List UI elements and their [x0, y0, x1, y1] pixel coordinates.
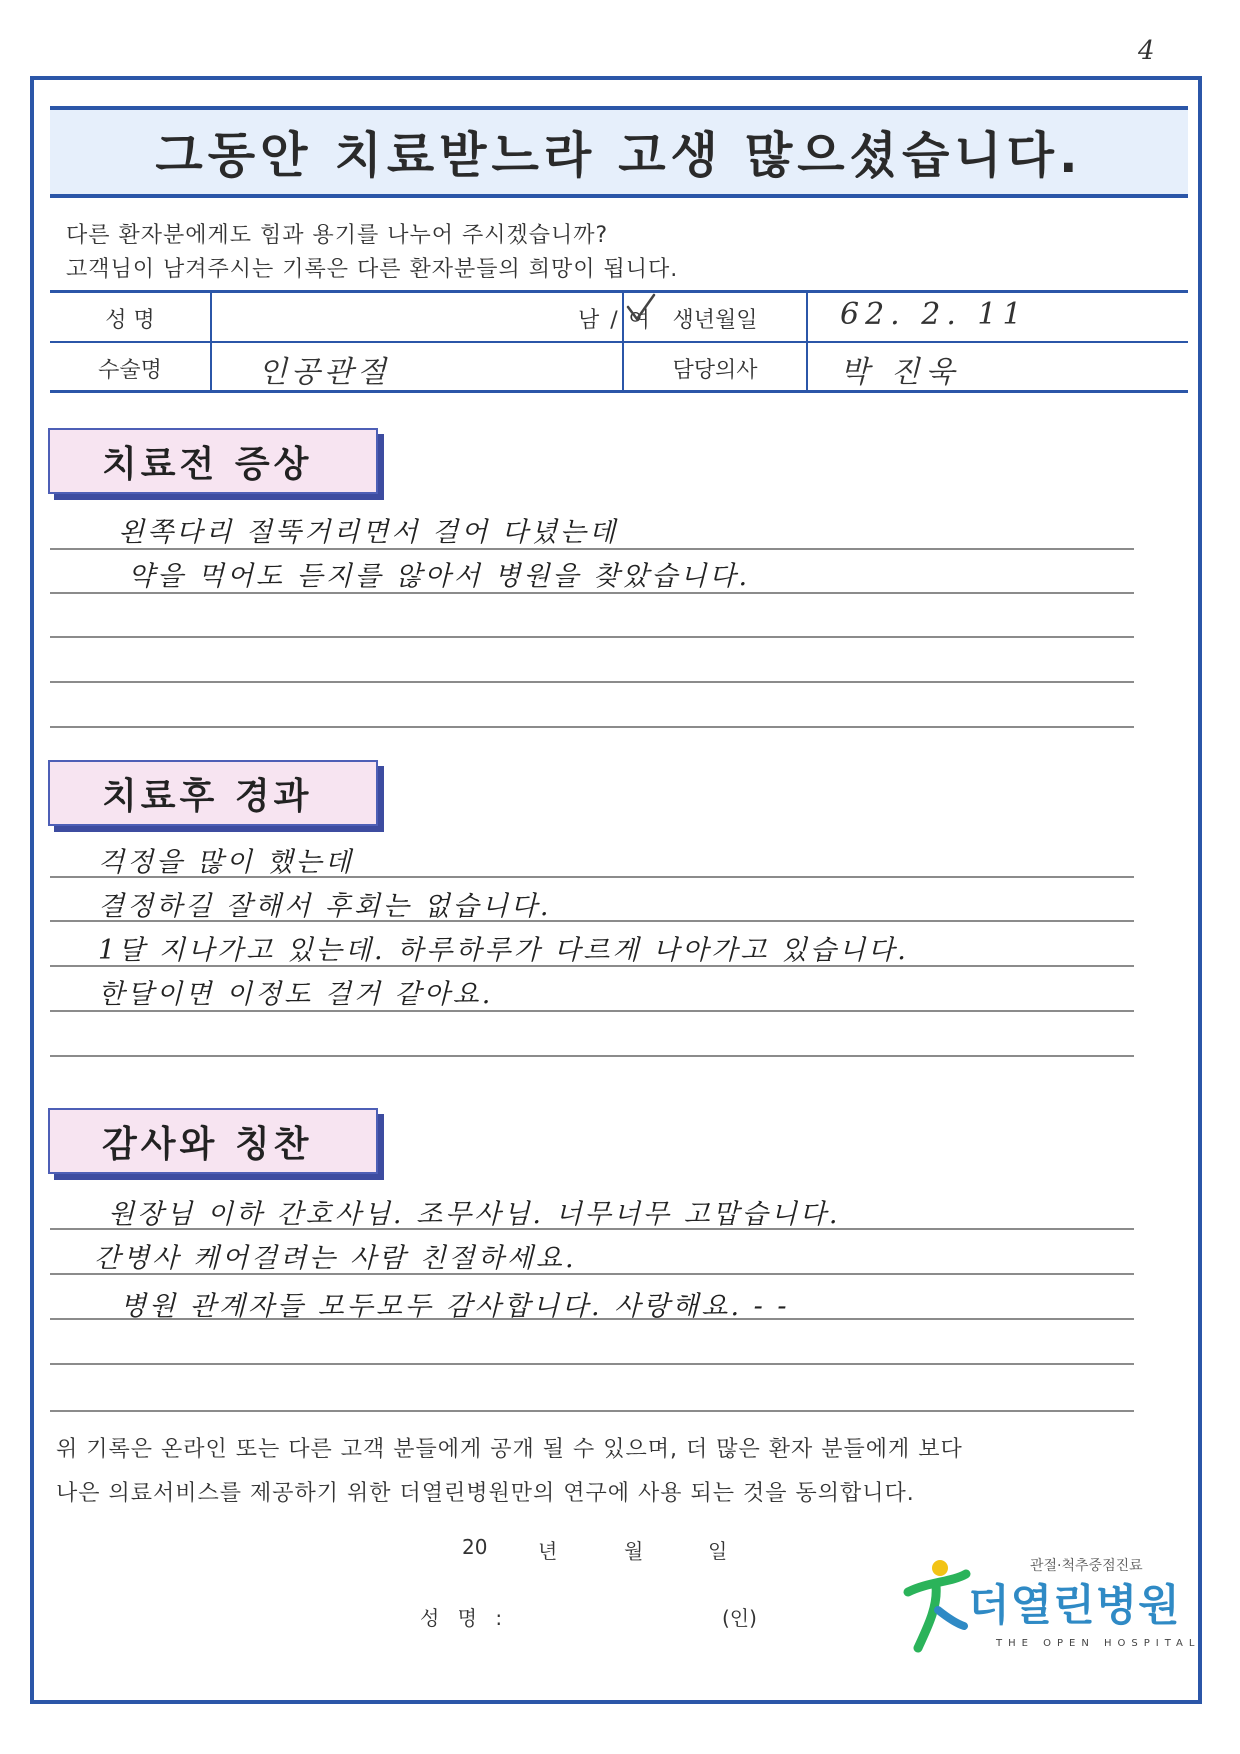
surgery-field[interactable]: 인공관절	[258, 355, 390, 390]
results-line-4: 한달이면 이정도 걸거 같아요.	[98, 979, 494, 1010]
ruled-line	[50, 1010, 1134, 1012]
surgery-label: 수술명	[98, 358, 162, 383]
doctor-label: 담당의사	[672, 358, 758, 383]
thanks-line-3: 병원 관계자들 모두모두 감사합니다. 사랑해요. - -	[120, 1291, 790, 1322]
section-results-label: 치료후 경과	[102, 775, 313, 817]
birth-field[interactable]: 62. 2. 11	[840, 297, 1028, 332]
date-month: 월	[624, 1539, 644, 1563]
section-thanks-label: 감사와 칭찬	[102, 1123, 313, 1165]
ruled-line	[50, 726, 1134, 728]
logo-tagline: 관절·척추중점진료	[1030, 1558, 1143, 1574]
name-label: 성 명	[105, 308, 155, 333]
section-symptoms-label: 치료전 증상	[102, 443, 313, 485]
consent-line-2: 나은 의료서비스를 제공하기 위한 더열린병원만의 연구에 사용 되는 것을 동의합니다.	[56, 1481, 915, 1506]
ruled-line	[50, 1410, 1134, 1412]
ruled-line	[50, 592, 1134, 594]
consent-line-1: 위 기록은 온라인 또는 다른 고객 분들에게 공개 될 수 있으며, 더 많은 환자 분들에게 보다	[56, 1437, 963, 1462]
date-year: 20	[462, 1535, 488, 1559]
birth-label: 생년월일	[672, 308, 758, 333]
ruled-line	[50, 965, 1134, 967]
results-line-1: 걱정을 많이 했는데	[98, 847, 354, 878]
intro-line-1: 다른 환자분에게도 힘과 용기를 나누어 주시겠습니까?	[66, 223, 609, 248]
ruled-line	[50, 876, 1134, 878]
seal-mark: (인)	[722, 1606, 757, 1630]
info-col-divider	[806, 293, 808, 390]
logo-name: 더열린병원	[968, 1581, 1181, 1631]
date-day: 일	[708, 1539, 728, 1563]
symptoms-line-1: 왼쪽다리 절뚝거리면서 걸어 다녔는데	[118, 517, 619, 548]
symptoms-line-2: 약을 먹어도 듣지를 않아서 병원을 찾았습니다.	[128, 561, 751, 592]
page-title: 그동안 치료받느라 고생 많으셨습니다.	[155, 127, 1083, 184]
results-line-3: 1달 지나가고 있는데. 하루하루가 다르게 나아가고 있습니다.	[98, 935, 909, 966]
info-table	[50, 290, 1188, 393]
logo-english: THE OPEN HOSPITAL	[996, 1638, 1201, 1649]
signature-label: 성 명 :	[420, 1606, 509, 1630]
thanks-line-2: 간병사 케어걸려는 사람 친절하세요.	[94, 1243, 577, 1274]
section-thanks	[48, 1108, 378, 1174]
section-symptoms	[48, 428, 378, 494]
info-row-divider	[50, 341, 1188, 343]
gender-options[interactable]: 남 / 여	[578, 308, 652, 333]
section-results	[48, 760, 378, 826]
ruled-line	[50, 1273, 1134, 1275]
ruled-line	[50, 1363, 1134, 1365]
ruled-line	[50, 636, 1134, 638]
ruled-line	[50, 1228, 1134, 1230]
ruled-line	[50, 920, 1134, 922]
page-number: 4	[1138, 36, 1155, 66]
thanks-line-1: 원장님 이하 간호사님. 조무사님. 너무너무 고맙습니다.	[108, 1199, 841, 1230]
ruled-line	[50, 1055, 1134, 1057]
ruled-line	[50, 548, 1134, 550]
results-line-2: 결정하길 잘해서 후회는 없습니다.	[98, 891, 552, 922]
doctor-field[interactable]: 박 진욱	[840, 355, 961, 390]
intro-line-2: 고객님이 남겨주시는 기록은 다른 환자분들의 희망이 됩니다.	[66, 257, 679, 282]
date-year-unit: 년	[538, 1539, 558, 1563]
title-bar	[50, 106, 1188, 198]
info-col-divider	[210, 293, 212, 390]
ruled-line	[50, 681, 1134, 683]
ruled-line	[50, 1318, 1134, 1320]
